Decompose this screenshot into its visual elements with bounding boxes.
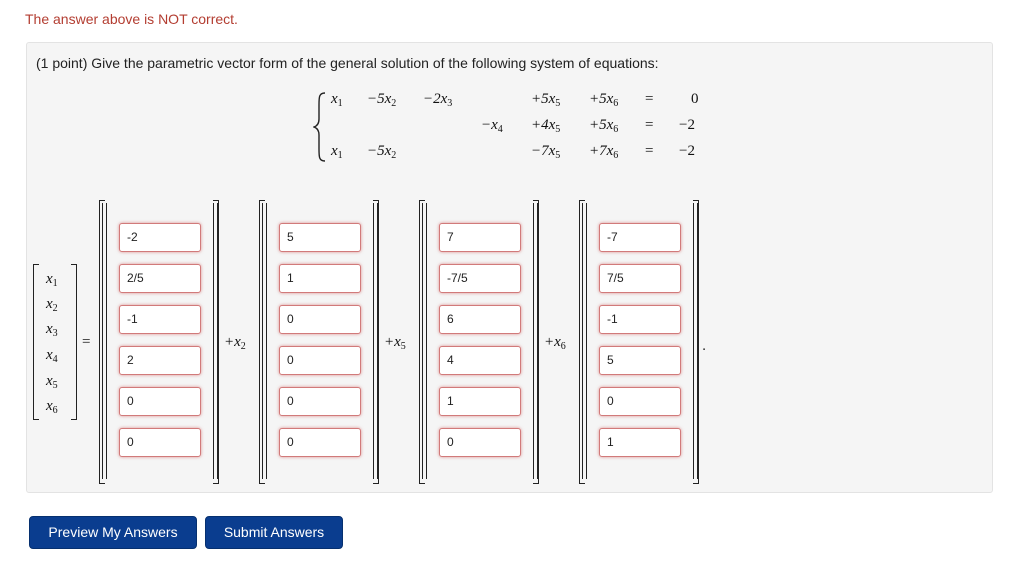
sys-r1-x2: $-5x_2$ — [367, 91, 397, 109]
answer-v2-r6[interactable]: 0 — [439, 428, 521, 457]
term-x5: $+x_5$ — [384, 334, 406, 352]
problem-prompt: (1 point) Give the parametric vector form of the general solution of the following system of equations: — [36, 55, 659, 71]
sys-r1-rhs: 0 — [691, 91, 699, 107]
answer-v3-r1[interactable]: -7 — [599, 223, 681, 252]
sys-r3-rhs: −2 — [679, 143, 695, 159]
answer-v0-r6[interactable]: 0 — [119, 428, 201, 457]
lhs-x6: $x_6$ — [46, 398, 58, 416]
answer-v3-r2[interactable]: 7/5 — [599, 264, 681, 293]
answer-v0-r4[interactable]: 2 — [119, 346, 201, 375]
answer-v0-r2[interactable]: 2/5 — [119, 264, 201, 293]
sys-r2-x4: $-x_4$ — [481, 117, 503, 135]
answer-v2-r5[interactable]: 1 — [439, 387, 521, 416]
answer-v1-r4[interactable]: 0 — [279, 346, 361, 375]
v1-left-rule — [262, 203, 267, 479]
term-x2: $+x_2$ — [224, 334, 246, 352]
v0-right-rule — [213, 203, 218, 479]
v2-left-rule — [422, 203, 427, 479]
problem-panel — [26, 42, 993, 493]
sys-r1-eq: = — [645, 91, 654, 107]
sys-r2-x5: $+4x_5$ — [531, 117, 561, 135]
answer-v2-r3[interactable]: 6 — [439, 305, 521, 334]
sys-r3-x5: $-7x_5$ — [531, 143, 561, 161]
sys-r1-x1: $x_1$ — [331, 91, 343, 109]
answer-v0-r1[interactable]: -2 — [119, 223, 201, 252]
submit-answers-button[interactable]: Submit Answers — [205, 516, 343, 549]
answer-v1-r5[interactable]: 0 — [279, 387, 361, 416]
sys-r3-eq: = — [645, 143, 654, 159]
period-mark: . — [702, 337, 707, 354]
v3-right-rule — [693, 203, 698, 479]
answer-v0-r5[interactable]: 0 — [119, 387, 201, 416]
lhs-x3: $x_3$ — [46, 321, 58, 339]
preview-answers-button[interactable]: Preview My Answers — [29, 516, 197, 549]
answer-v1-r3[interactable]: 0 — [279, 305, 361, 334]
answer-v1-r2[interactable]: 1 — [279, 264, 361, 293]
sys-r3-x1: $x_1$ — [331, 143, 343, 161]
sys-r1-x3: $-2x_3$ — [423, 91, 453, 109]
left-brace-icon — [313, 91, 327, 163]
sys-r1-x5: $+5x_5$ — [531, 91, 561, 109]
lhs-x1: $x_1$ — [46, 271, 58, 289]
v0-left-rule — [102, 203, 107, 479]
answer-v0-r3[interactable]: -1 — [119, 305, 201, 334]
equals-sign: = — [82, 334, 91, 350]
answer-v3-r4[interactable]: 5 — [599, 346, 681, 375]
sys-r2-eq: = — [645, 117, 654, 133]
feedback-message: The answer above is NOT correct. — [25, 11, 238, 27]
lhs-left-bracket — [33, 264, 39, 420]
lhs-x4: $x_4$ — [46, 347, 58, 365]
answer-v3-r5[interactable]: 0 — [599, 387, 681, 416]
v3-left-rule — [582, 203, 587, 479]
answer-v3-r6[interactable]: 1 — [599, 428, 681, 457]
sys-r3-x6: $+7x_6$ — [589, 143, 619, 161]
v1-right-rule — [373, 203, 378, 479]
lhs-x5: $x_5$ — [46, 373, 58, 391]
sys-r2-rhs: −2 — [679, 117, 695, 133]
answer-v1-r1[interactable]: 5 — [279, 223, 361, 252]
v2-right-rule — [533, 203, 538, 479]
answer-v3-r3[interactable]: -1 — [599, 305, 681, 334]
term-x6: $+x_6$ — [544, 334, 566, 352]
lhs-right-bracket — [71, 264, 77, 420]
answer-v2-r4[interactable]: 4 — [439, 346, 521, 375]
sys-r3-x2: $-5x_2$ — [367, 143, 397, 161]
lhs-x2: $x_2$ — [46, 296, 58, 314]
sys-r2-x6: $+5x_6$ — [589, 117, 619, 135]
sys-r1-x6: $+5x_6$ — [589, 91, 619, 109]
answer-v2-r1[interactable]: 7 — [439, 223, 521, 252]
answer-v2-r2[interactable]: -7/5 — [439, 264, 521, 293]
answer-v1-r6[interactable]: 0 — [279, 428, 361, 457]
